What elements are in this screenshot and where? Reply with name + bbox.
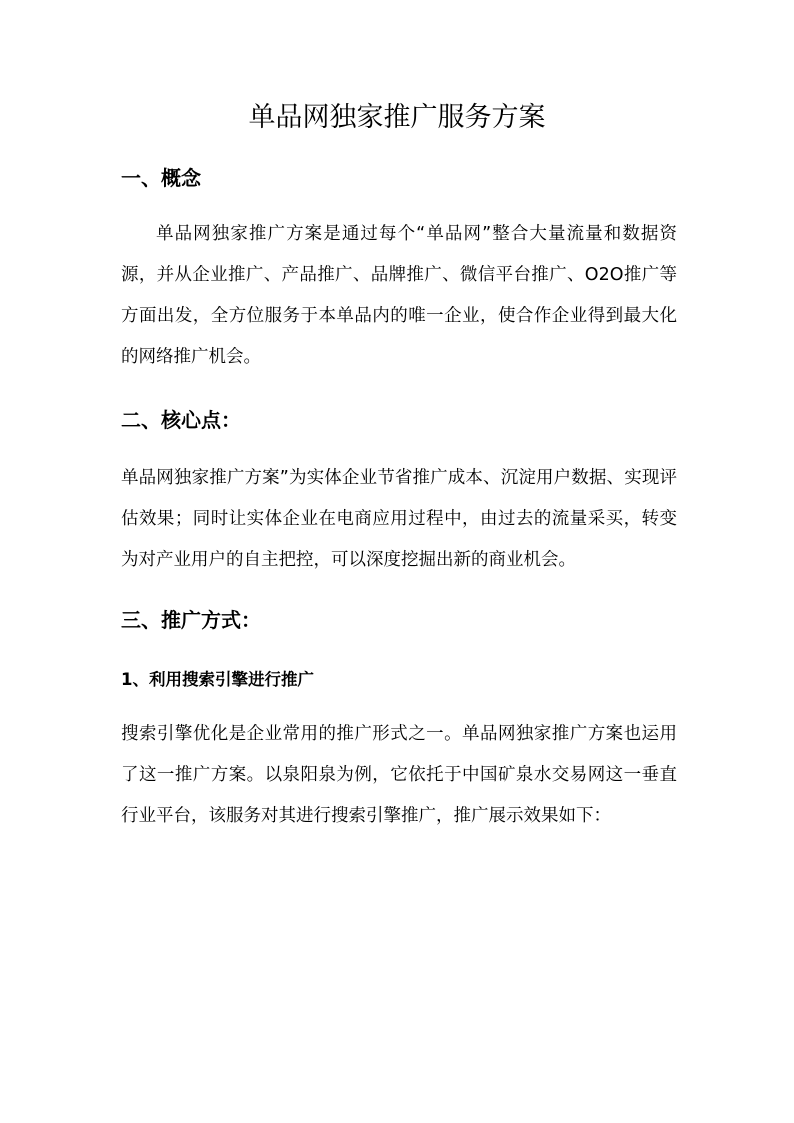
subsection-heading-search-engine: 1、利用搜索引擎进行推广 xyxy=(121,670,314,689)
core-points-paragraph: 单品网独家推广方案”为实体企业节省推广成本、沉淀用户数据、实现评估效果；同时让实体企业在电商应用过程中，由过去的流量采买，转变为对产业用户的自主把控，可以深度挖掘出新的商业机会。 xyxy=(121,468,677,570)
section-heading-core-points: 二、核心点： xyxy=(121,408,241,432)
section-heading-promotion-methods: 三、推广方式： xyxy=(121,608,261,632)
document-title: 单品网独家推广服务方案 xyxy=(248,102,546,133)
concept-paragraph: 单品网独家推广方案是通过每个“单品网”整合大量流量和数据资源，并从企业推广、产品推广、品牌推广、微信平台推广、O2O推广等方面出发，全方位服务于本单品内的唯一企业，使合作企业得到最大化的网络推广机会。 xyxy=(121,224,677,367)
search-engine-paragraph: 搜索引擎优化是企业常用的推广形式之一。单品网独家推广方案也运用了这一推广方案。以泉阳泉为例，它依托于中国矿泉水交易网这一垂直行业平台，该服务对其进行搜索引擎推广，推广展示效果如下： xyxy=(121,724,677,826)
section-heading-concept: 一、概念 xyxy=(121,166,201,190)
